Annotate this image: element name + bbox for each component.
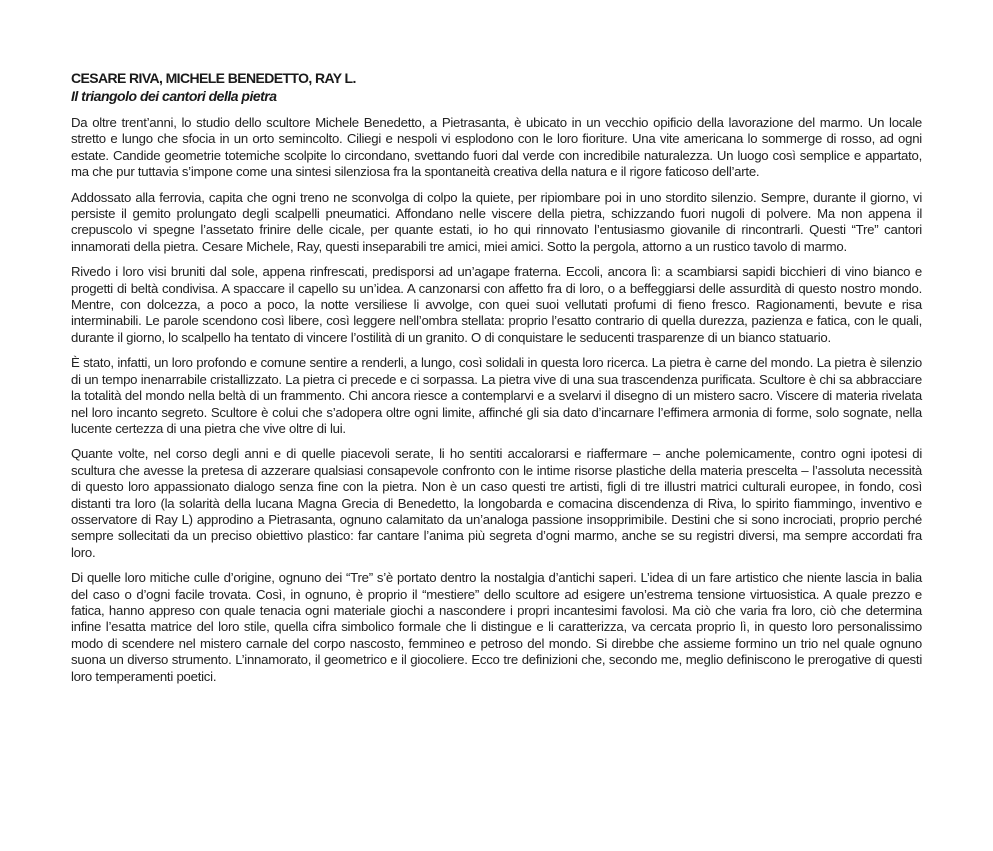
paragraph-4: È stato, infatti, un loro profondo e comune sentire a renderli, a lungo, così solidali in questa loro ricerca. La pietra è carne del mondo. La pietra è silenzio di un tempo inenarrabile cristallizzato. La pietra ci precede e ci sorpassa. La pietra vive di una sua trascendenza purificata. Scultore è chi sa abbracciare la totalità del mondo nella beltà di un frammento. Chi ancora riesce a contemplarvi e a svelarvi il disegno di un mistero sacro. Viscere di materia rivelata nel loro incanto segreto. Scultore è colui che s’adopera oltre ogni limite, affinché gli sia dato d’incarnare l’effimera armonia di forme, solo sognate, nella lucente certezza di una pietra che vive oltre di lui. bbox=[71, 355, 922, 436]
document-page bbox=[71, 69, 922, 694]
paragraph-1: Da oltre trent’anni, lo studio dello scultore Michele Benedetto, a Pietrasanta, è ubicato in un vecchio opificio della lavorazione del marmo. Un locale stretto e lungo che sfocia in un orto semincolto. Ciliegi e nespoli vi esplodono con le loro fioriture. Una vite americana lo sommerge di rosso, ad ogni estate. Candide geometrie totemiche scolpite lo circondano, svettando fuori dal verde con incredibile naturalezza. Un luogo così semplice e appartato, ma che pur tuttavia s’impone come una sintesi silenziosa fra la spontaneità creativa della natura e il rigore faticoso dell’arte. bbox=[71, 115, 922, 180]
paragraph-2: Addossato alla ferrovia, capita che ogni treno ne sconvolga di colpo la quiete, per ripiombare poi in uno stordito silenzio. Sempre, durante il giorno, vi persiste il gemito prolungato degli scalpelli pneumatici. Affondano nelle viscere della pietra, schizzando fuori nugoli di polvere. Ma non appena il crepuscolo vi spegne l’assetato frinire delle cicale, per quante estati, io ho qui rinnovato l’entusiasmo giovanile di rincontrarli. Questi “Tre” cantori innamorati della pietra. Cesare Michele, Ray, questi inseparabili tre amici, miei amici. Sotto la pergola, attorno a un rustico tavolo di marmo. bbox=[71, 189, 922, 254]
article-title: Il triangolo dei cantori della pietra bbox=[71, 88, 277, 104]
paragraph-5: Quante volte, nel corso degli anni e di quelle piacevoli serate, li ho sentiti accalorarsi e riaffermare – anche polemicamente, contro ogni ipotesi di scultura che avesse la pretesa di azzerare qualsiasi consapevole confronto con le intime risorse plastiche della materia prescelta – l’assoluta necessità di questo loro appassionato dialogo senza fine con la pietra. Non è un caso questi tre artisti, figli di tre illustri matrici culturali europee, in fondo, così distanti tra loro (la solarità della lucana Magna Grecia di Benedetto, la longobarda e comacina discendenza di Riva, lo spirito fiammingo, inventivo e osservatore di Ray L) approdino a Pietrasanta, ognuno calamitato da un’analoga passione insopprimibile. Destini che si sono incrociati, proprio perché sempre sollecitati da un preciso obiettivo plastico: far cantare l’anima più segreta d’ogni marmo, anche se su registri diversi, ma sempre accordati fra loro. bbox=[71, 446, 922, 560]
authors-heading: CESARE RIVA, MICHELE BENEDETTO, RAY L. bbox=[71, 70, 356, 86]
paragraph-6: Di quelle loro mitiche culle d’origine, ognuno dei “Tre” s’è portato dentro la nostalgia d’antichi saperi. L’idea di un fare artistico che niente lascia in balia del caso o d’ogni facile trovata. Così, in ognuno, è proprio il “mestiere” dello scultore ad esigere un’estrema tensione virtuosistica. A quale prezzo e fatica, hanno appreso con quale tenacia ogni materiale giochi a nascondere i propri incantesimi favolosi. Ma ciò che varia fra loro, ciò che determina infine l’esatta matrice del loro stile, quella cifra simbolico formale che li distingue e li caratterizza, va cercata proprio lì, in questo loro personalissimo modo di scendere nel mistero carnale del corpo nascosto, femmineo e petroso del mondo. Si direbbe che assieme formino un trio nel quale ognuno suona un diverso strumento. L’innamorato, il geometrico e il giocoliere. Ecco tre definizioni che, secondo me, meglio definiscono le prerogative di questi loro temperamenti poetici. bbox=[71, 570, 922, 684]
paragraph-3: Rivedo i loro visi bruniti dal sole, appena rinfrescati, predisporsi ad un’agape fraterna. Eccoli, ancora lì: a scambiarsi sapidi bicchieri di vino bianco e progetti di beltà condivisa. A spaccare il capello su un’idea. A canzonarsi con affetto fra di loro, o a beffeggiarsi delle assurdità di questo nostro mondo. Mentre, con dolcezza, a poco a poco, la notte versiliese li avvolge, con quei suoi vellutati profumi di fieno fresco. Ragionamenti, bevute e risa interminabili. Le parole scendono così libere, così leggere nell’ombra stellata: proprio l’esatto contrario di quella durezza, pazienza e fatica, con le quali, durante il giorno, lo scalpello ha tentato di vincere l’ostilità di un granito. O di conquistare le seducenti trasparenze di un bianco statuario. bbox=[71, 264, 922, 345]
